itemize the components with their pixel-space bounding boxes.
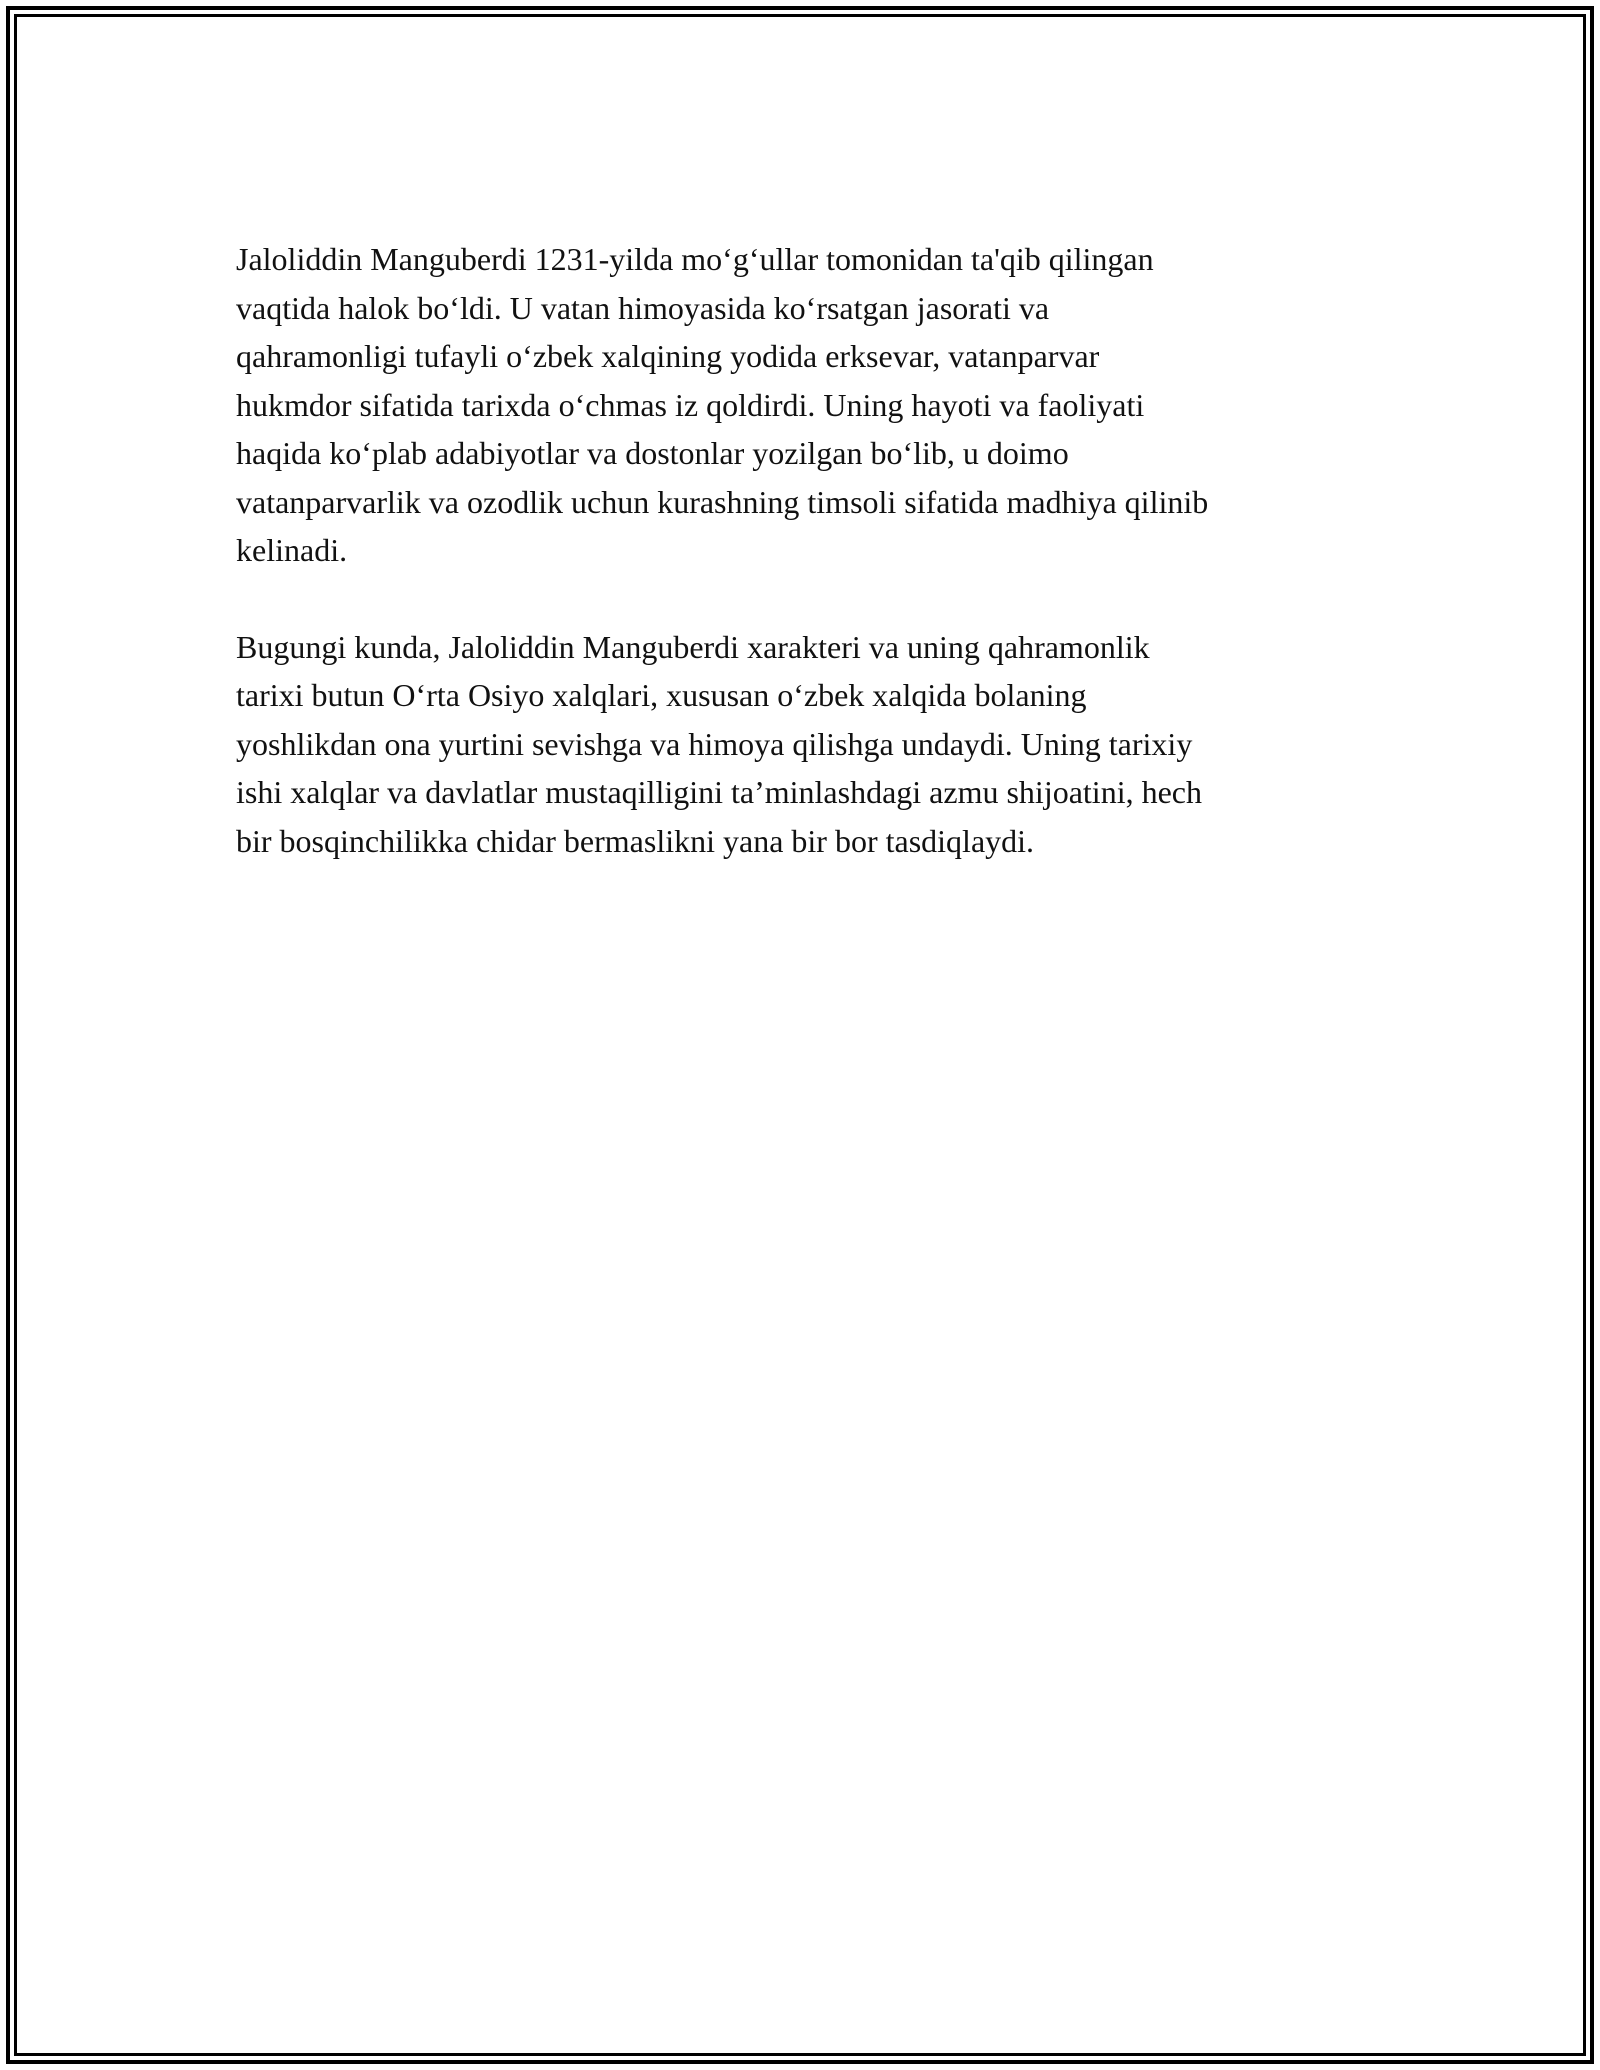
paragraph-1 — [236, 235, 1364, 575]
text-line: yoshlikdan ona yurtini sevishga va himoya qilishga undaydi. Uning tarixiy — [236, 725, 1193, 762]
text-line: Bugungi kunda, Jaloliddin Manguberdi xarakteri va uning qahramonlik — [236, 628, 1150, 665]
text-line: kelinadi. — [236, 532, 348, 568]
text-line: haqida ko‘plab adabiyotlar va dostonlar yozilgan bo‘lib, u doimo — [236, 435, 1069, 471]
text-line: hukmdor sifatida tarixda o‘chmas iz qoldirdi. Uning hayoti va faoliyati — [236, 386, 1145, 423]
text-line: vaqtida halok bo‘ldi. U vatan himoyasida ko‘rsatgan jasorati va — [236, 289, 1050, 326]
text-line: ishi xalqlar va davlatlar mustaqilligini ta’minlashdagi azmu shijoatini, hech — [236, 774, 1202, 810]
paragraph-2 — [236, 623, 1364, 866]
document-body — [236, 235, 1364, 865]
text-line: vatanparvarlik va ozodlik uchun kurashning timsoli sifatida madhiya qilinib — [236, 483, 1209, 520]
text-line: qahramonligi tufayli o‘zbek xalqining yodida erksevar, vatanparvar — [236, 338, 1100, 374]
text-line: Jaloliddin Manguberdi 1231-yilda mo‘g‘ullar tomonidan ta'qib qilingan — [236, 241, 1154, 277]
text-line: tarixi butun O‘rta Osiyo xalqlari, xususan o‘zbek xalqida bolaning — [236, 677, 1087, 713]
text-line: bir bosqinchilikka chidar bermaslikni yana bir bor tasdiqlaydi. — [236, 822, 1035, 859]
